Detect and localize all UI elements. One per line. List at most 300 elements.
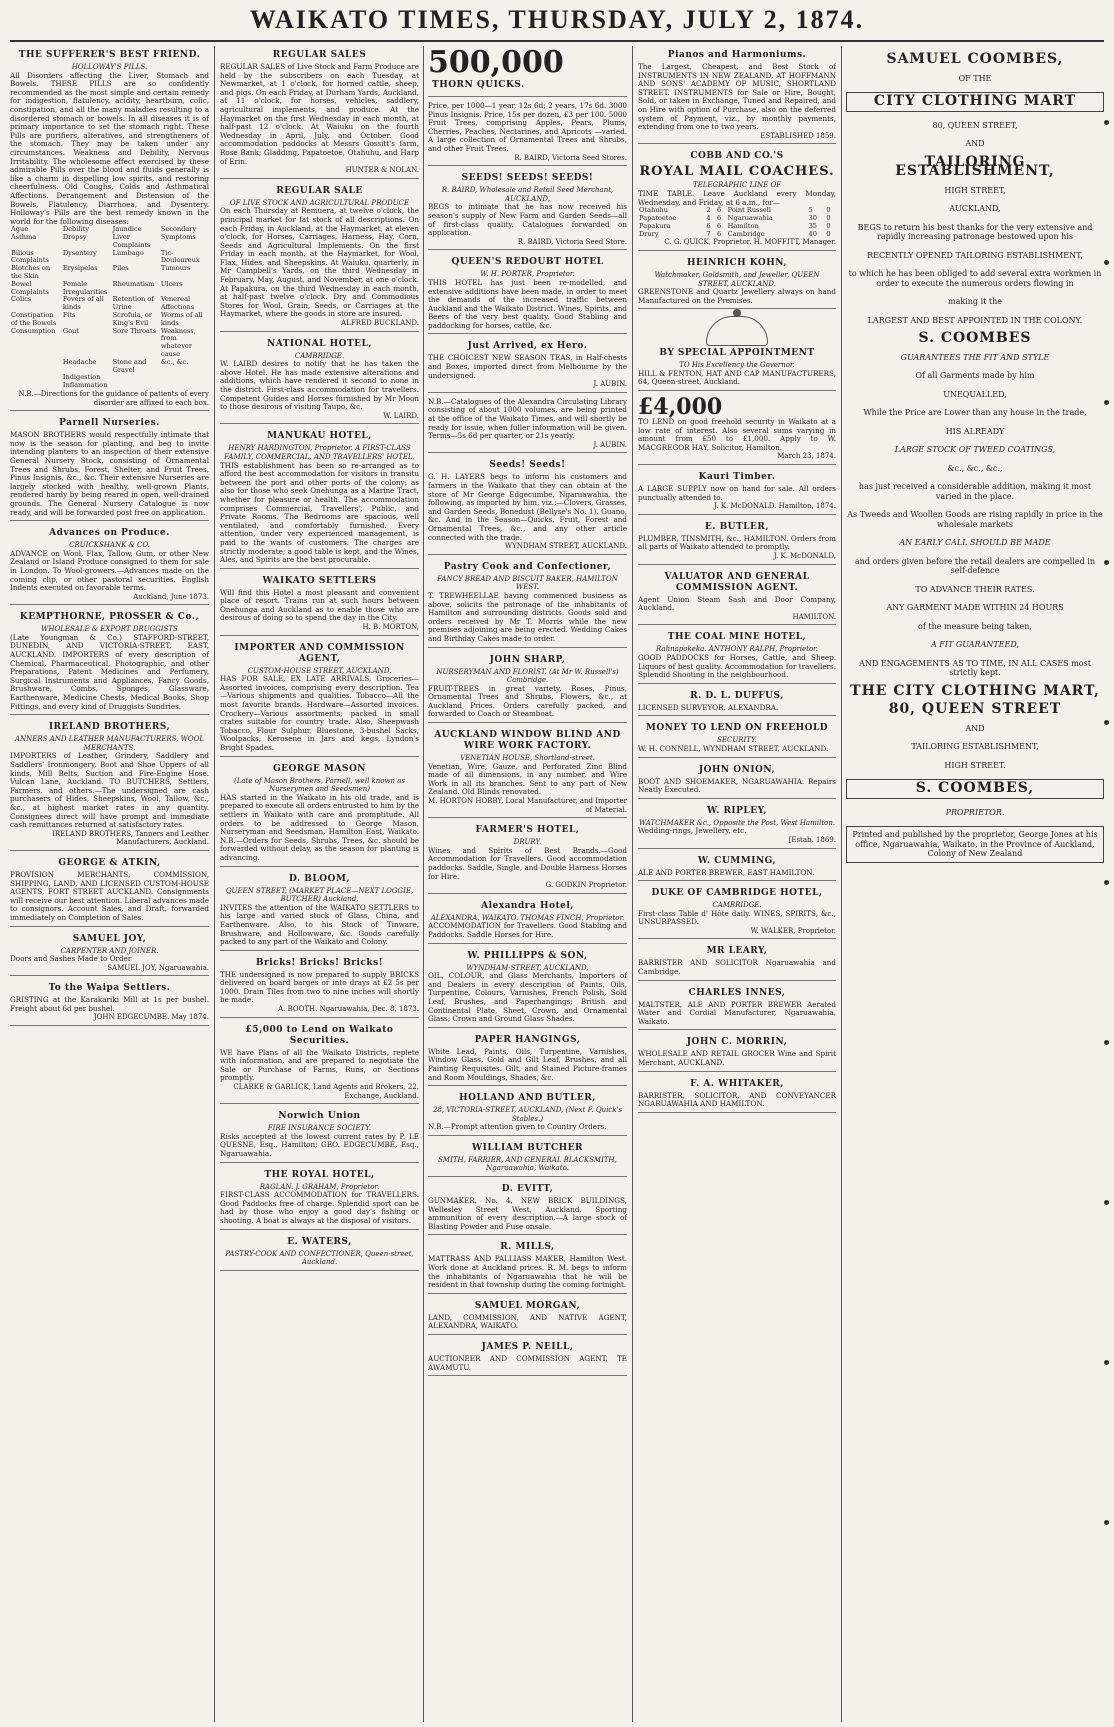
ad-body: REGULAR SALES of Live Stock and Farm Produce are held by the subscribers on each Tuesday, at Newmarket, at 1 o'clock, for horned cattle, sheep, and pigs. On each Friday, at Durham Yards, Auckland, at 11 o'clock, for horses, vehicles, saddlery, agricultural implements, and produce. At the Haymarket on the first Wednesday in each month, at half-past 12 o'clock. At Waiuku on the fourth Wednesday in April, July, and October. Good accommodation paddocks at Messrs Gossitt's farm, Rose Bank; Gladding, Papatoetoe, Otahuhu, and Harp of Erin. [220, 62, 419, 166]
coombes-line: of the measure being taken, [918, 621, 1032, 631]
coombes-line: OF THE [958, 73, 992, 83]
binding-hole [1104, 1040, 1109, 1045]
ad-title: SAMUEL MORGAN, [474, 1300, 581, 1311]
ad-body: White Lead, Paints, Oils, Turpentine, Varnishes, Window Glass, Gold and Gilt Leaf, Brushes, and all Painting Requisites. Gilt, and Stained Picture-frames and Room Mouldings, Shades, &c. [428, 1046, 627, 1082]
advertisement [428, 558, 627, 648]
ad-title: IMPORTER AND COMMISSION AGENT, [234, 642, 405, 664]
advertisement [638, 46, 836, 144]
ad-body: ACCOMMODATION for Travellers. Good Stabling and Paddocks. Saddle Horses for Hire. [428, 921, 627, 939]
table-cell: Hamilton [727, 221, 759, 230]
binding-hole [1104, 120, 1109, 125]
table-cell: Consumption [11, 326, 56, 335]
coombes-line: TO ADVANCE THEIR RATES. [915, 584, 1035, 594]
advertisement [220, 639, 419, 757]
ad-title: E. WATERS, [287, 1236, 352, 1247]
coombes-line: As Tweeds and Woollen Goods are rising rapidly in price in the wholesale markets [847, 510, 1103, 529]
advertisement [10, 718, 209, 851]
coombes-line: CITY CLOTHING MART [846, 92, 1104, 112]
ad-title: HEINRICH KOHN, [687, 257, 787, 268]
advertisement [428, 396, 627, 454]
ad-subtitle: QUEEN STREET, (MARKET PLACE—NEXT LOGGIE, BUTCHER) Auckland, [225, 886, 414, 904]
advertisement [428, 456, 627, 554]
coombes-line: ANY GARMENT MADE WITHIN 24 HOURS [886, 603, 1064, 612]
ad-title: AUCKLAND WINDOW BLIND AND WIRE WORK FACTORY. [434, 730, 621, 752]
ad-title: R. MILLS, [500, 1242, 555, 1253]
table-cell: Bilious Complaints [11, 248, 49, 265]
table-row [10, 281, 209, 297]
thorn-quicks-ad [428, 46, 627, 97]
ad-title: GEORGE MASON [272, 763, 367, 774]
ad-body: N.B.—Catalogues of the Alexandra Circulating Library consisting of about 1000 volumes, are being printed at the office of the Waikato Times, and will shortly be ready for issue, when fuller information will be given. Terms—5s 6d per quarter, or 21s yearly. [428, 396, 627, 441]
ad-signature: A. BOOTH. Ngaruawahia, Dec. 8, 1873. [278, 1005, 419, 1014]
table-cell: Secondary [160, 225, 197, 234]
ad-body: Venetian, Wire, Gauze, and Perforated Zinc Blind made of all dimensions, in any number, and Wire Work in all its branches. Sent to any part of New Zealand. Old Blinds renovated. [428, 761, 627, 797]
ad-body: MALTSTER, ALE AND PORTER BREWER Aerated Water and Cordial Manufacturer, Ngaruawahia, Waikato. [638, 999, 836, 1026]
ad-body: PLUMBER, TINSMITH, &c., HAMILTON. Orders from all parts of Waikato attended to promptly. [638, 533, 836, 552]
ad-body: BARRISTER, SOLICITOR, AND CONVEYANCER NGARUAWAHIA AND HAMILTON. [638, 1090, 836, 1109]
table-cell: Gout [62, 326, 79, 335]
coombes-line: RECENTLY OPENED TAILORING ESTABLISHMENT, [867, 250, 1083, 260]
column-3 [428, 46, 627, 1722]
table-cell: 2 [706, 206, 711, 215]
ad-body: GREENSTONE and Quartz Jewellery always on hand Manufactured on the Premises. [638, 287, 836, 305]
binding-hole [1104, 1200, 1109, 1205]
coombes-line: S. COOMBES [918, 330, 1032, 346]
ad-signature: March 23, 1874. [777, 452, 836, 461]
column-rule [841, 46, 842, 1722]
coombes-line: LARGEST AND BEST APPOINTED IN THE COLONY. [867, 315, 1083, 325]
advertisement [428, 1338, 627, 1376]
ad-signature: J. AUBIN. [593, 440, 627, 449]
advertisement [428, 1089, 627, 1136]
ad-title: Alexandra Hotel, [481, 900, 574, 911]
table-cell: Debility [62, 225, 89, 234]
binding-hole [1104, 400, 1109, 405]
coombes-line: and orders given before the retail dealers are compelled in self-defence [855, 556, 1095, 575]
ad-body: ALE AND PORTER BREWER, EAST HAMILTON. [638, 867, 815, 877]
ad-title: Kauri Timber. [698, 472, 776, 483]
advertisement [220, 760, 419, 867]
table-cell: Ague [11, 225, 29, 234]
table-cell: Ulcers [160, 279, 183, 288]
table-cell: 30 [808, 213, 817, 222]
ad-title: JAMES P. NEILL, [481, 1342, 574, 1352]
ad-body: TO LEND on good freehold security in Waikato at a low rate of interest. Also several sums varying in amount from £50 to £1,000. Apply to W. MACGREGOR HAY, Solicitor, Hamilton. [638, 417, 836, 452]
advertisement [428, 1180, 627, 1235]
table-cell: 0 [826, 206, 831, 215]
table-cell: Dropsy [62, 233, 87, 242]
ad-title: E. BUTLER, [704, 521, 770, 532]
table-cell: Colics [11, 295, 32, 304]
ad-subtitle: ALEXANDRA, WAIKATO. THOMAS FINCH, Proprietor. [430, 913, 625, 922]
coombes-line: SAMUEL COOMBES, [886, 51, 1064, 67]
masthead-rule [10, 40, 1104, 42]
advertisement [10, 608, 209, 715]
ad-subtitle: PASTRY-COOK AND CONFECTIONER, Queen-street, Auckland. [225, 1249, 414, 1267]
printer-imprint: Printed and published by the proprietor, George Jones at his office, Ngaruawahia, Waikato, in the Province of Auckland, Colony of New Zealand [846, 826, 1104, 863]
binding-hole [1104, 560, 1109, 565]
ad-title: JOHN SHARP, [489, 654, 566, 665]
ad-title: VALUATOR AND GENERAL COMMISSION AGENT. [664, 571, 810, 593]
ad-title: Just Arrived, ex Hero. [467, 341, 588, 352]
ad-body: HAS FOR SALE, EX LATE ARRIVALS, Groceries—Assorted invoices, comprising every description. Tea—Various shipments and qualities. Tobacco—All the most favorite brands. Hardware—Assorted invoices. Crockery—Various assortments; packed in small crates suitable for country trade. Also, Sheepwash Tobacco, Flour Sulphur, Bluestone, 3-bushel Sacks, Woolpacks, Kerosene in Jars and kegs, Lyndon's Bright Spades. [220, 674, 419, 752]
coombes-line: TAILORING ESTABLISHMENT, [911, 742, 1039, 751]
ad-title: R. D. L. DUFFUS, [690, 690, 784, 701]
table-row [10, 250, 209, 266]
ad-title: W. PHILLIPPS & SON, [467, 950, 588, 961]
table-cell: Asthma [11, 233, 37, 242]
advertisement [638, 518, 836, 565]
ad-title: SEEDS! SEEDS! SEEDS! [461, 173, 594, 184]
table-cell: 6 [717, 213, 722, 222]
ad-title: D. BLOOM, [289, 873, 350, 884]
ad-signature: HUNTER & NOLAN. [345, 166, 419, 175]
ad-subtitle: HENRY HARDINGTON, Proprietor. A FIRST-CLASS FAMILY, COMMERCIAL, AND TRAVELLERS' HOTEL. [224, 444, 415, 461]
ad-title: THE ROYAL HOTEL, [264, 1169, 375, 1180]
table-cell [160, 374, 209, 382]
ad-body: BARRISTER AND SOLICITOR Ngaruawahia and Cambridge. [638, 958, 836, 977]
table-cell: Ngaruawahia [727, 213, 773, 222]
binding-hole [1104, 1520, 1109, 1525]
coombes-line: UNEQUALLED, [943, 389, 1007, 399]
table-cell: Drury [639, 229, 659, 238]
table-cell: Blotches on the Skin [11, 264, 51, 281]
coombes-line: BEGS to return his best thanks for the very extensive and rapidly increasing patronage bestowed upon his [857, 222, 1093, 241]
ad-body: G. H. LAYERS begs to inform his customers and farmers in the Waikato that they can obtain at the store of Mr George Edgecumbe, Ngaruawahia, the following, as imported by him, viz.:—Clovers, Grasses, and Garden Seeds, Bonedust (Bellyse's No. 1), Guano, &c. And in the Season—Quicks, Fruit, Forest and Ornamental Trees, &c., and any other article connected with the trade. [428, 472, 627, 542]
table-cell: Fevers of all kinds [62, 295, 104, 312]
advertisement [638, 468, 836, 515]
ad-title: KEMPTHORNE, PROSSER & Co., [19, 612, 200, 623]
table-cell: 40 [808, 229, 817, 238]
advertisement [638, 147, 836, 251]
ad-signature: J. K. McDONALD, [773, 552, 836, 560]
ad-title: REGULAR SALE [276, 185, 363, 196]
table-row [10, 234, 209, 250]
ad-signature: C. G. QUICK, Proprietor. H. MOFFITT, Manager. [664, 238, 836, 247]
ad-signature: M. HORTON HOBBY, Local Manufacturer, and Importer of Material. [428, 797, 627, 814]
masthead: WAIKATO TIMES, THURSDAY, JULY 2, 1874. [249, 5, 865, 34]
ad-subtitle: (Late of Mason Brothers, Parnell, well known as Nurserymen and Seedsmen) [234, 776, 405, 794]
advertisement [428, 947, 627, 1028]
advertisement [428, 1238, 627, 1293]
table-cell: 0 [826, 213, 831, 222]
coombes-line: to which he has been obliged to add several extra workmen in order to execute the numerous orders flowing in [848, 269, 1102, 288]
table-cell: Constipation of the Bowels [11, 311, 57, 327]
coombes-line: &c., &c., &c., [947, 463, 1003, 473]
ad-signature: R. BAIRD, Victoria Seed Stores. [514, 153, 627, 162]
thorn-heading: THORN QUICKS. [432, 80, 525, 90]
ad-subtitle: FIRE INSURANCE SOCIETY. [267, 1124, 372, 1133]
coombes-line: has just received a considerable addition, making it most varied in the place. [858, 482, 1092, 501]
ad-signature: IRELAND BROTHERS, Tanners and Leather Manufacturers, Auckland. [52, 829, 209, 847]
ad-body: (Late Youngman & Co.) STAFFORD-STREET, DUNEDIN, AND VICTORIA-STREET, EAST, AUCKLAND. IMPORTERS of every description of Chemical, Pharmaceutical, Photographic, and other Preparations, Patent Medicines and Perfumery, Surgical Instruments and Appliances, Fancy Goods, Brushware, Combs, Sponges, Glassware, Earthenware, Medicine Chests, Medical Books, Shop Fittings, and every kind of Druggists Sundries. [10, 632, 209, 711]
table-cell: 7 [706, 229, 711, 238]
disease-table [10, 226, 209, 390]
ad-title: To the Waipa Settlers. [48, 983, 171, 994]
advertisement [638, 1075, 836, 1113]
table-cell: Sore Throats [112, 326, 157, 335]
table-cell: Papatoetoe [639, 213, 677, 222]
ad-subtitle: SECURITY. [717, 736, 757, 745]
table-row [10, 265, 209, 281]
ad-body: AUCTIONEER AND COMMISSION AGENT, TE AWAMUTU. [428, 1354, 627, 1372]
ad-title: Seeds! Seeds! [489, 460, 566, 471]
ad-title: PAPER HANGINGS, [474, 1034, 581, 1045]
ad-title: IRELAND BROTHERS, [48, 722, 171, 733]
advertisement [428, 1031, 627, 1086]
table-cell: Piles [112, 264, 129, 273]
table-cell: Scrofula, or King's Evil [112, 311, 153, 327]
ad-title: WAIKATO SETTLERS [262, 575, 377, 586]
table-cell [10, 382, 62, 390]
column-rule [632, 46, 633, 1722]
binding-hole [1104, 260, 1109, 265]
ad-body: BEGS to intimate that he has now received his season's supply of New Farm and Garden Seeds—all of first-class quality. Catalogues forwarded on application. [428, 202, 627, 238]
ad-subtitle: ANNERS AND LEATHER MANUFACTURERS, WOOL MERCHANTS. [15, 735, 204, 752]
advertisement [220, 182, 419, 332]
advertisement [220, 1166, 419, 1230]
ad-body: THIS HOTEL has just been re-modelled, and extensive additions have been made, in order to meet the demands of the increased traffic between Auckland and the Waikato District. Wines, Spirits, and Beers of the very best quality. Good Stabling and paddocking for horses, cattle, &c. [428, 277, 627, 330]
ad-signature: J. AUBIN. [593, 380, 627, 389]
coombes-line: While the Price are Lower than any house in the trade, [863, 408, 1087, 417]
ad-body: TIME TABLE. Leave Auckland every Monday, Wednesday, and Friday, at 6 a.m., for— [638, 188, 836, 207]
ad-subtitle: VENETIAN HOUSE, Shortland-street. [460, 754, 595, 763]
coombes-line: 80, QUEEN STREET, [932, 120, 1018, 130]
ad-signature: G. GODKIN Proprietor. [545, 881, 627, 890]
ad-title: MONEY TO LEND ON FREEHOLD [645, 723, 829, 734]
advertisement [638, 761, 836, 799]
table-cell: Tumours [160, 264, 191, 273]
table-cell: Indigestion [62, 373, 101, 382]
ad-signature: H. B. MORTON, [362, 623, 419, 632]
column-4 [638, 46, 836, 1722]
coombes-line: HIS ALREADY [945, 426, 1005, 436]
ad-subtitle: WHOLESALE & EXPORT DRUGGISTS [41, 625, 178, 634]
ad-body: T. TREWHEELLAE having commenced business as above, solicits the patronage of the inhabitants of Hamilton and surrounding districts. Goods sold and orders received by Mr T. Morris while the new premises adjoining are being erected. Wedding Cakes and Birthday Cakes made to order. [428, 590, 627, 643]
ad-signature: ALFRED BUCKLAND. [341, 319, 419, 328]
coombes-line: AND [965, 723, 985, 733]
coombes-line: GUARANTEES THE FIT AND STYLE [900, 352, 1050, 362]
advertisement [10, 46, 209, 411]
advertisement [428, 169, 627, 250]
ad-body: W. H. CONNELL, WYNDHAM STREET, AUCKLAND. [638, 743, 829, 753]
ad-subtitle: Rahnapokeka. ANTHONY RALPH, Proprietor. [656, 645, 818, 654]
table-cell [112, 382, 160, 390]
ad-title: DUKE OF CAMBRIDGE HOTEL, [651, 888, 823, 899]
ad-body: GRISTING at the Karakariki Mill at 1s per bushel. Freight about 6d per bushel. [10, 995, 209, 1013]
table-cell: Weakness, from whatever cause [160, 326, 196, 359]
advertisement [638, 852, 836, 882]
ad-signature: W. LAIRD. [383, 411, 419, 420]
advertisement [638, 984, 836, 1031]
ad-body: On each Thursday at Remuera, at twelve o'clock, the principal market for fat stock of all descriptions. On each Friday, in Auckland, at the Haymarket, at eleven o'clock, for Horses, Carriages, Harness, Hay, Corn, Seeds and Agricultural Implements. On the first Friday in each month, at the Haymarket, for Wool, Flax, Hides, and Sheepskins. At Waiuku, quarterly, in Mr Campbell's Yards, on the third Wednesday in February, May, August, and November, at one o'clock. At Papakura, on the third Wednesday in each month, at half-past twelve o'clock. Dry and Commodious Stores for Wool, Grain, Seeds, or Carriages at the Haymarket, where the goods in store are insured. [220, 206, 419, 319]
table-cell: Erysipelas [62, 264, 98, 273]
ad-title: NATIONAL HOTEL, [267, 338, 372, 349]
ad-body: THIS establishment has been so re-arranged as to afford the best accommodation for visitors in transitu between the port and other ports of the colony; as also for those who seek Onehunga as a Marine Tract, whether for pleasure or health. The accommodation comprises Commercial, Travellers', Public, and Private Rooms. The Bedrooms are spacious, well ventilated, and comfortably furnished. Every attention, under very experienced management, is paid to the wants of customers. The charges are strictly moderate; a good table is kept, and the Wines, Ales, and Spirits are the best procurable. [220, 460, 419, 565]
coombes-line: PROPRIETOR. [945, 807, 1005, 817]
coombes-line: HIGH STREET, [944, 185, 1006, 195]
ad-body: All Disorders affecting the Liver, Stomach and Bowels. THESE PILLS are so confidently recommended as the most simple and certain remedy for indigestion, flatulency, acidity, heartburn, colic, constipation, and all the many maladies resulting to a disordered stomach or bowels. In all diseases it is of primary importance to set the stomach right. These Pills are purifiers, alteratives, and strengtheners of the stomach. They may be taken under any circumstances. Weakness and Debility, Nervous Irritability. The wholesome effect exercised by these admirable Pills over the blood and fluids generally is like a charm in dispelling low spirits, and restoring cheerfulness. Old Coughs, Colds and Asthmatical Affections. Derangement and Distension of the Bowels, Flatulency, Diarrhoea, and Dysentery. Holloway's Pills are the best remedy known in the world for the following diseases: [10, 70, 209, 226]
coombes-line: AND ENGAGEMENTS AS TO TIME, IN ALL CASES most strictly kept. [859, 658, 1091, 677]
ad-body: OIL, COLOUR, and Glass Merchants, Importers of and Dealers in every description of Paints, Oils, Turpentine, Colours, Varnishes, French Polish, Sold Leaf, Brushes, and Paperhangings; British and Continental Plate, Sheet, Crown, and Ornamental Glass; Crown and Ground Glass Shades. [428, 971, 627, 1024]
ad-title: BY SPECIAL APPOINTMENT [659, 348, 815, 359]
ad-body: Wines and Spirits of Best Brands.—Good Accommodation for Travellers. Good accommodation paddocks. Saddle, Single, and Double Harness Horses for Hire. [428, 845, 627, 881]
table-cell: &c., &c. [160, 357, 189, 366]
advertisement [428, 897, 627, 944]
ad-title: Advances on Produce. [49, 528, 170, 539]
ad-body: Price, per 1000—1 year, 12s 6d; 2 years, 17s 6d. 3000 Pinus Insignis. Price, 15s per dozen, £3 per 100. 5000 Fruit Trees, comprising Apples, Pears, Plums, Cherries, Peaches, Nectarines, and Apricots —varied. A large collection of Ornamental Trees and Shrubs, and other Fruit Trees. [428, 101, 627, 153]
ad-subtitle: FANCY BREAD AND BISCUIT BAKER, HAMILTON WEST. [437, 574, 618, 592]
table-row [638, 231, 836, 239]
ad-body: Wedding-rings, Jewellery, etc. [638, 826, 747, 836]
ad-subtitle: HOLLOWAY'S PILLS. [71, 63, 148, 71]
ad-signature: SAMUEL JOY, Ngaruawahia. [107, 963, 209, 972]
ad-body: WHOLESALE AND RETAIL GROCER Wine and Spirit Merchant, AUCKLAND. [638, 1049, 836, 1068]
table-cell: Retention of Urine [112, 295, 154, 312]
ad-title: CHARLES INNES, [688, 987, 786, 998]
ad-signature: ESTABLISHED 1859. [760, 131, 836, 140]
ad-body: THE CHOICEST NEW SEASON TEAS, in Half-chests and Boxes, imported direct from Melbourne by the undersigned. [428, 353, 627, 380]
ad-subtitle: CRUICKSHANK & CO. [69, 541, 150, 550]
ad-subtitle: RAGLAN. J. GRAHAM, Proprietor. [259, 1182, 380, 1191]
table-cell: 6 [717, 229, 722, 238]
advertisement [428, 1139, 627, 1177]
binding-hole [1104, 720, 1109, 725]
ad-subtitle: W. H. PORTER, Proprietor. [480, 270, 575, 279]
table-cell [160, 382, 209, 390]
ad-title: THE SUFFERER'S BEST FRIEND. [18, 50, 201, 60]
loan-amount: £4,000 [638, 394, 723, 421]
table-row [10, 374, 209, 382]
ad-subtitle: R. BAIRD, Wholesale and Retail Seed Merchant, AUCKLAND, [441, 186, 614, 203]
ad-body: HILL & FENTON, HAT AND CAP MANUFACTURERS, 64, Queen-street, Auckland. [638, 368, 836, 387]
table-cell: Jaundice [112, 225, 142, 234]
advertisement [428, 726, 627, 818]
ad-subtitle: DRURY. [513, 838, 542, 847]
ad-body: THE undersigned is now prepared to supply BRICKS delivered on board barges or into drays at £2 5s per 1000. Drain Tiles from two to nine inches will shortly be made. [220, 969, 419, 1005]
ad-title: £5,000 to Lend on Waikato Securities. [245, 1024, 394, 1046]
table-row [10, 296, 209, 312]
ad-signature: HAMILTON. [792, 612, 836, 621]
table-row [10, 312, 209, 328]
advertisement [638, 1033, 836, 1071]
ad-body: First-class Table d' Hôte daily. WINES, SPIRITS, &c., UNSURPASSED. [638, 908, 836, 927]
column-5-coombes-ad [846, 46, 1104, 1722]
coombes-line: 80, QUEEN STREET [888, 701, 1062, 717]
ad-title: FARMER'S HOTEL, [475, 825, 580, 836]
ad-body: IMPORTERS of Leather, Grindery, Saddlery and Saddlers' Ironmongery, Boot and Shoe Uppers of all kinds, Mill Belts, Suction and Fire-Engine Hose. Vulcan Lane, Auckland. TO BUTCHERS, Settlers, Farmers, and others.—The undersigned are cash purchasers of Hides, Sheepskins, Wool, Tallow, &c., &c., at highest market rates in any quantity. Consignees direct will have prompt and immediate cash remittances returned at satisfactory rates. [10, 751, 209, 830]
ad-body: Will find this Hotel a most pleasant and convenient place of resort. Trains run at such hours between Onehunga and Auckland as to enable those who are desirous of doing so to spend the day in the City. [220, 587, 419, 623]
ad-signature: WYNDHAM STREET, AUCKLAND. [504, 542, 627, 551]
ad-signature: Auckland, June 1873. [133, 592, 209, 601]
table-cell: 6 [717, 206, 722, 215]
ad-title: JOHN ONION, [698, 764, 776, 775]
coach-timetable [638, 207, 836, 238]
ad-signature: J. K. McDONALD. Hamilton, 1874. [714, 502, 836, 511]
ad-signature: JOHN EDGECUMBE. May 1874. [93, 1013, 209, 1022]
coombes-line: making it the [948, 297, 1002, 306]
ad-title: Norwich Union [278, 1111, 361, 1122]
advertisement [638, 394, 836, 465]
ad-body: MASON BROTHERS would respectfully intimate that now is the season for planting, and beg to invite intending planters to an inspection of their extensive General Nursery Stock, consisting of Ornamental Trees and Shrubs, Forest, Shelter, and Fruit Trees, Pinus Insignis, &c., &c. Their extensive Nurseries are largely stocked with healthy, well-grown Plants, rendered hardy by being reared in open, well-drained grounds. The General Nursery Catalogue is now ready, and will be forwarded post free on application. [10, 430, 209, 517]
table-cell: Stone and Gravel [112, 357, 147, 374]
column-1 [10, 46, 209, 1722]
ad-signature: R. BAIRD, Victoria Seed Store. [517, 237, 627, 246]
coombes-line: LARGE STOCK OF TWEED COATINGS, [894, 445, 1056, 454]
advertisement [428, 100, 627, 166]
advertisement [10, 930, 209, 977]
binding-hole [1104, 1360, 1109, 1365]
ad-subtitle: TO His Excellency the Governor. [679, 361, 795, 370]
ad-title: Pianos and Harmoniums. [667, 50, 807, 60]
advertisement [220, 1107, 419, 1162]
table-cell: Papakura [639, 221, 671, 230]
ad-signature: N.B.—Directions for the guidance of patients of every disorder are affixed to each box. [18, 390, 209, 407]
ad-body: Agent Union Steam Sash and Door Company, Auckland. [638, 594, 836, 613]
ad-title: Parnell Nurseries. [59, 418, 160, 429]
advertisement [428, 651, 627, 724]
ad-title: F. A. WHITAKER, [690, 1078, 784, 1089]
ad-subtitle: TELEGRAPHIC LINE OF [692, 181, 782, 190]
advertisement [638, 719, 836, 757]
ad-body: W. LAIRD desires to notify that he has taken the above Hotel. He has made extensive alterations and additions, which have rendered it second to none in the district. First-class accommodation for travellers. Competent Guides and Horses furnished by Mr Moon to those desirous of visiting Taupo, &c. [220, 359, 419, 412]
ad-subtitle: OF LIVE STOCK AND AGRICULTURAL PRODUCE [229, 198, 410, 207]
ad-title: MR LEARY, [706, 946, 768, 957]
coombes-line: THE CITY CLOTHING MART, [850, 682, 1100, 699]
column-rule [423, 46, 424, 1722]
ad-body: Doors and Sashes Made to Order [10, 954, 132, 964]
advertisement [10, 979, 209, 1026]
advertisement [638, 687, 836, 717]
advertisement [220, 572, 419, 636]
ad-signature: CLARKE & GARLICK, Land Agents and Brokers, 22, Exchange, Auckland. [233, 1083, 419, 1100]
ad-body: Risks accepted at the lowest current rates by P. LE QUESNE, Esq., Hamilton; GEO. EDGECUMBE, Esq., Ngaruawahia. [220, 1131, 419, 1158]
ad-subtitle: CAMBRIDGE. [712, 901, 762, 910]
advertisement [220, 954, 419, 1018]
table-row [10, 328, 209, 359]
advertisement [638, 312, 836, 391]
ad-title: GEORGE & ATKIN, [58, 857, 161, 868]
table-cell: 6 [717, 221, 722, 230]
ad-title: COBB AND CO.'S [690, 151, 784, 162]
coombes-line: AN EARLY CALL SHOULD BE MADE [899, 538, 1051, 547]
ad-body: MATTRASS AND PALLIASS MAKER, Hamilton West. Work done at Auckland prices. R. M. begs to inform the inhabitants of Ngaruawahia that he will be resident in that township during the coming fortnight. [428, 1254, 627, 1290]
coombes-line: TAILORING ESTABLISHMENT, [895, 153, 1055, 179]
binding-hole [1104, 880, 1109, 885]
table-cell: Tic-Douloureux [160, 248, 200, 265]
ad-title: W. RIPLEY, [706, 805, 767, 816]
coombes-line: A FIT GUARANTEED, [930, 640, 1020, 649]
coombes-line: Of all Garments made by him [915, 371, 1035, 380]
ad-subtitle: 28, VICTORIA-STREET, AUCKLAND, (Next F. Quick's Stables.) [433, 1106, 622, 1123]
ad-title: D. EVITT, [501, 1184, 554, 1195]
advertisement [220, 1233, 419, 1271]
table-cell: 5 [808, 206, 813, 215]
ad-signature: [Estab. 1869. [788, 835, 836, 844]
ad-subtitle: CUSTOM-HOUSE STREET, AUCKLAND. [247, 666, 392, 675]
table-cell: Otahuhu [639, 206, 668, 215]
ad-body: INVITES the attention of the WAIKATO SETTLERS to his large and varied stock of Glass, China, and Earthenware. Also, to his Stock of Tinware, Brushware, and Hollowware, &c. Goods carefully packed to any part of the Waikato and Colony. [220, 902, 419, 947]
table-cell: Venereal Affections [160, 295, 195, 312]
advertisement [428, 337, 627, 392]
coombes-line: AND [965, 139, 985, 148]
advertisement [10, 854, 209, 927]
ad-subtitle: NURSERYMAN AND FLORIST, (At Mr W. Russell's) Cambridge. [436, 667, 619, 685]
table-cell: 0 [826, 229, 831, 238]
ad-title: REGULAR SALES [272, 50, 367, 60]
table-cell: 0 [826, 221, 831, 230]
advertisement [638, 254, 836, 309]
